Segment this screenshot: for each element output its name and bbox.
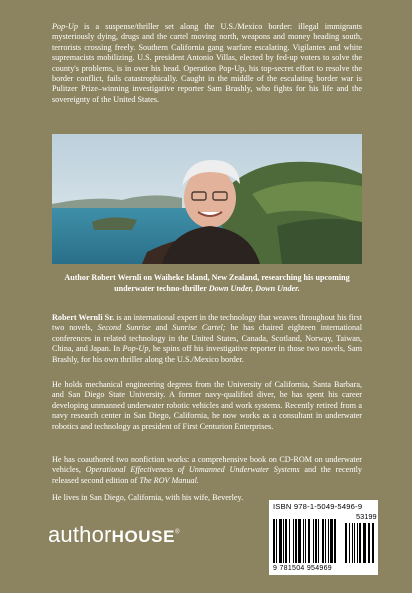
- bio1-book-3: Pop-Up,: [122, 344, 151, 354]
- bio1-text-2: and: [150, 323, 173, 333]
- publisher-logo-upper: HOUSE: [111, 527, 176, 546]
- author-photo-image: [52, 134, 362, 264]
- bio-paragraph-3: [52, 455, 362, 486]
- publisher-logo: [48, 522, 180, 548]
- back-cover-blurb: [52, 22, 362, 105]
- isbn-number: ISBN 978-1-5049-5496-9: [273, 502, 363, 511]
- caption-book-title: Down Under, Down Under.: [208, 283, 300, 293]
- bio-paragraph-1: [52, 313, 362, 365]
- author-name: Robert Wernli Sr.: [52, 313, 115, 322]
- isbn-barcode: [269, 500, 378, 575]
- bio1-text-3: he has chaired eighteen international conferences in related technology in the United States, Canada, Scotland, Norway, Taiwan, China, and Japan. In: [52, 323, 362, 354]
- bio-paragraph-2: He holds mechanical engineering degrees from the University of California, Santa Barbara, and San Diego State University. A former navy-qualified diver, he has spent his career developing unmanned underwater robotic vehicles and work systems. Recently retired from a navy research center in San Diego, California, he now works as a consultant in underwater robotics and technology as president of First Centurion Enterprises.: [52, 380, 362, 431]
- bio-paragraph-4: He lives in San Diego, California, with his wife, Beverley.: [52, 493, 244, 502]
- author-photo: [52, 134, 362, 264]
- barcode-digits: 9 781504 954969: [273, 565, 332, 572]
- bio1-text-1: is an international expert in the technology that weaves throughout his first two novels,: [52, 313, 362, 333]
- price-code: 53199: [356, 512, 377, 521]
- blurb-text: is a suspense/thriller set along the U.S./Mexico border: illegal immigrants mysteriously dying, drugs and the cartel moving north, weapons and money heading south, terrorists crossing freely. Southern California gang warfare escalating. Vigilantes and white supremacists mobilizing. U.S. president Antonio Villas, elected by fed-up voters to solve the county's problems, is in over his head. Operation Pop-Up, his top-secret effort to resolve the border conflict, fails catastrophically. Caught in the middle of the escalating border war is Pulitzer Prize–winning investigative reporter Sam Brashly, who fights for his life and the sovereignty of the United States.: [52, 22, 362, 104]
- caption-text: Author Robert Wernli on Waiheke Island, New Zealand, researching his upcoming underwater techno-thriller: [64, 273, 350, 293]
- bio1-text-4: he spins off his investigative reporter in those two novels, Sam Brashly, for his own thriller along the U.S./Mexico border.: [52, 344, 362, 364]
- bio3-book-2: The ROV Manual.: [139, 475, 199, 485]
- barcode-bars: [273, 511, 374, 565]
- bio3-text-2: and the recently released second edition of: [52, 465, 362, 485]
- publisher-logo-lower: author: [48, 522, 112, 547]
- bio3-book-1: Operational Effectiveness of Unmanned Underwater Systems: [85, 465, 300, 475]
- bio1-book-2: Sunrise Cartel;: [172, 323, 226, 333]
- bio3-text-1: He has coauthored two nonfiction works: a comprehensive book on CD-ROM on underwater vehicles,: [52, 455, 362, 475]
- registered-mark: ®: [175, 529, 180, 536]
- bio1-book-1: Second Sunrise: [97, 323, 151, 333]
- photo-caption: [60, 273, 354, 294]
- book-title: Pop-Up: [52, 22, 78, 31]
